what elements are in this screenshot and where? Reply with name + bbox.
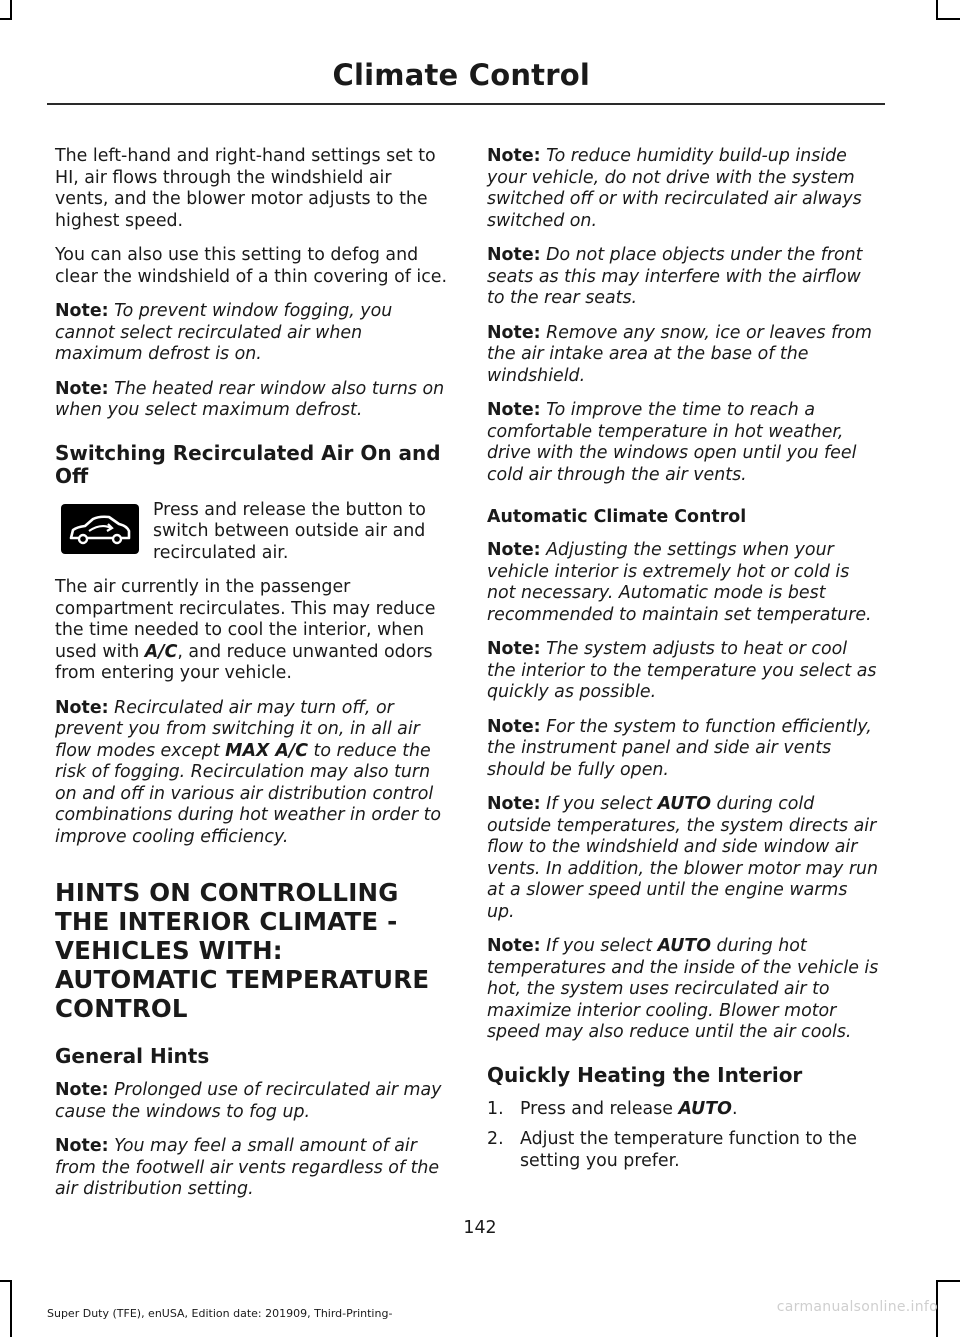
note-label: Note: (55, 301, 109, 321)
note-text: Prolonged use of recirculated air may cause the windows to fog up. (55, 1080, 442, 1122)
step-text: Press and release AUTO. (520, 1098, 738, 1119)
note (55, 698, 447, 849)
crop-mark (936, 0, 938, 20)
page-title: Climate Control (332, 58, 590, 92)
icon-description: Press and release the button to switch between outside air and recirculated air. (153, 499, 426, 563)
text: , and reduce unwanted odors from entering your vehicle. (55, 641, 433, 683)
note (487, 400, 879, 486)
note-text: The system adjusts to heat or cool the interior to the temperature you select as quickly as possible. (487, 639, 877, 702)
text: The air currently in the passenger compartment recirculates. This may reduce the time needed to cool the interior, when used with (55, 577, 436, 662)
note-label: Note: (55, 378, 109, 399)
recirculated-air-icon (61, 504, 139, 554)
note-text: To prevent window fogging, you cannot select recirculated air when maximum defrost is on. (55, 301, 393, 364)
crop-mark (10, 0, 12, 20)
step-text: Adjust the temperature function to the setting you prefer. (520, 1129, 857, 1171)
note-label: Note: (487, 794, 541, 814)
title-rule (47, 103, 885, 105)
left-column (55, 146, 447, 1214)
note-label: Note: (55, 1080, 109, 1100)
note-text: Recirculated air may turn off, or prevent you from switching it on, in all air flow modes except (55, 697, 420, 761)
term: AUTO (657, 794, 712, 814)
note (55, 301, 447, 366)
crop-mark (10, 1280, 12, 1337)
list-item (487, 1099, 879, 1121)
step-number: 1. (487, 1098, 504, 1119)
note (487, 146, 879, 232)
paragraph: You can also use this setting to defog and clear the windshield of a thin covering of ice. (55, 245, 447, 287)
edition-footer: Super Duty (TFE), enUSA, Edition date: 201909, Third-Printing- (47, 1307, 393, 1320)
note (487, 936, 879, 1044)
note-text: If you select (540, 794, 658, 814)
note-label: Note: (487, 639, 541, 659)
crop-mark (0, 1280, 12, 1282)
term: MAX A/C (225, 740, 308, 761)
paragraph (55, 577, 447, 685)
note (55, 379, 447, 422)
note (487, 323, 879, 388)
term: AUTO (678, 1098, 732, 1119)
note-label: Note: (487, 716, 541, 737)
note-text: You may feel a small amount of air from the footwell air vents regardless of the air distribution setting. (55, 1136, 440, 1199)
section-heading: Automatic Climate Control (487, 507, 747, 527)
note (487, 639, 879, 704)
note-text: For the system to function efficiently, the instrument panel and side air vents should be fully open. (487, 716, 872, 780)
term: AUTO (657, 936, 712, 956)
paragraph: The left-hand and right-hand settings set to HI, air flows through the windshield air vents, and the blower motor adjusts to the highest speed. (55, 146, 436, 231)
step-number: 2. (487, 1129, 504, 1149)
note (487, 245, 879, 310)
note-text: To reduce humidity build-up inside your vehicle, do not drive with the system switched off or with recirculated air always switched on. (487, 146, 862, 231)
right-column (487, 146, 879, 1181)
note-label: Note: (487, 245, 541, 265)
note (487, 717, 879, 782)
note-label: Note: (487, 322, 541, 343)
note (55, 1080, 447, 1123)
note-label: Note: (487, 540, 541, 560)
note-text: To improve the time to reach a comfortable temperature in hot weather, drive with the windows open until you feel cold air through the air vents. (487, 400, 857, 485)
note-text: Remove any snow, ice or leaves from the air intake area at the base of the windshield. (487, 322, 872, 386)
note-text: to reduce the risk of fogging. Recirculation may also turn on and off in various air distribution control combinations during hot weather in order to improve cooling efficiency. (55, 740, 442, 847)
steps-list (487, 1099, 879, 1173)
note-text: If you select (540, 936, 658, 956)
recirculation-instruction (55, 500, 447, 565)
section-heading: Switching Recirculated Air On and Off (55, 440, 441, 488)
crop-mark (0, 18, 12, 20)
note (487, 540, 879, 626)
note-text: Do not place objects under the front seats as this may interfere with the airflow to the rear seats. (487, 245, 863, 308)
note-text: during cold outside temperatures, the system directs air flow to the windshield and side window air vents. In addition, the blower motor may run at a slower speed until the engine warms up. (487, 794, 879, 922)
term: A/C (144, 641, 178, 662)
watermark: carmanualsonline.info (776, 1299, 938, 1315)
list-item (487, 1129, 879, 1172)
note (55, 1136, 447, 1201)
note-label: Note: (487, 936, 541, 956)
page-number: 142 (463, 1218, 497, 1238)
note-label: Note: (55, 697, 109, 718)
crop-mark (936, 18, 960, 20)
note (487, 794, 879, 923)
section-heading: Quickly Heating the Interior (487, 1062, 803, 1087)
chapter-heading: HINTS ON CONTROLLING THE INTERIOR CLIMATE - VEHICLES WITH: AUTOMATIC TEMPERATURE CONTROL (55, 878, 430, 1023)
note-text: Adjusting the settings when your vehicle interior is extremely hot or cold is not necessary. Automatic mode is best recommended to maintain set temperature. (487, 540, 872, 625)
crop-mark (936, 1280, 960, 1282)
note-label: Note: (487, 400, 541, 420)
section-heading: General Hints (55, 1044, 210, 1068)
note-text: during hot temperatures and the inside of the vehicle is hot, the system uses recirculated air to maximize interior cooling. Blower motor speed may also reduce until the air cools. (487, 936, 879, 1042)
note-label: Note: (55, 1136, 109, 1156)
note-text: The heated rear window also turns on when you select maximum defrost. (55, 378, 445, 420)
note-label: Note: (487, 146, 541, 166)
